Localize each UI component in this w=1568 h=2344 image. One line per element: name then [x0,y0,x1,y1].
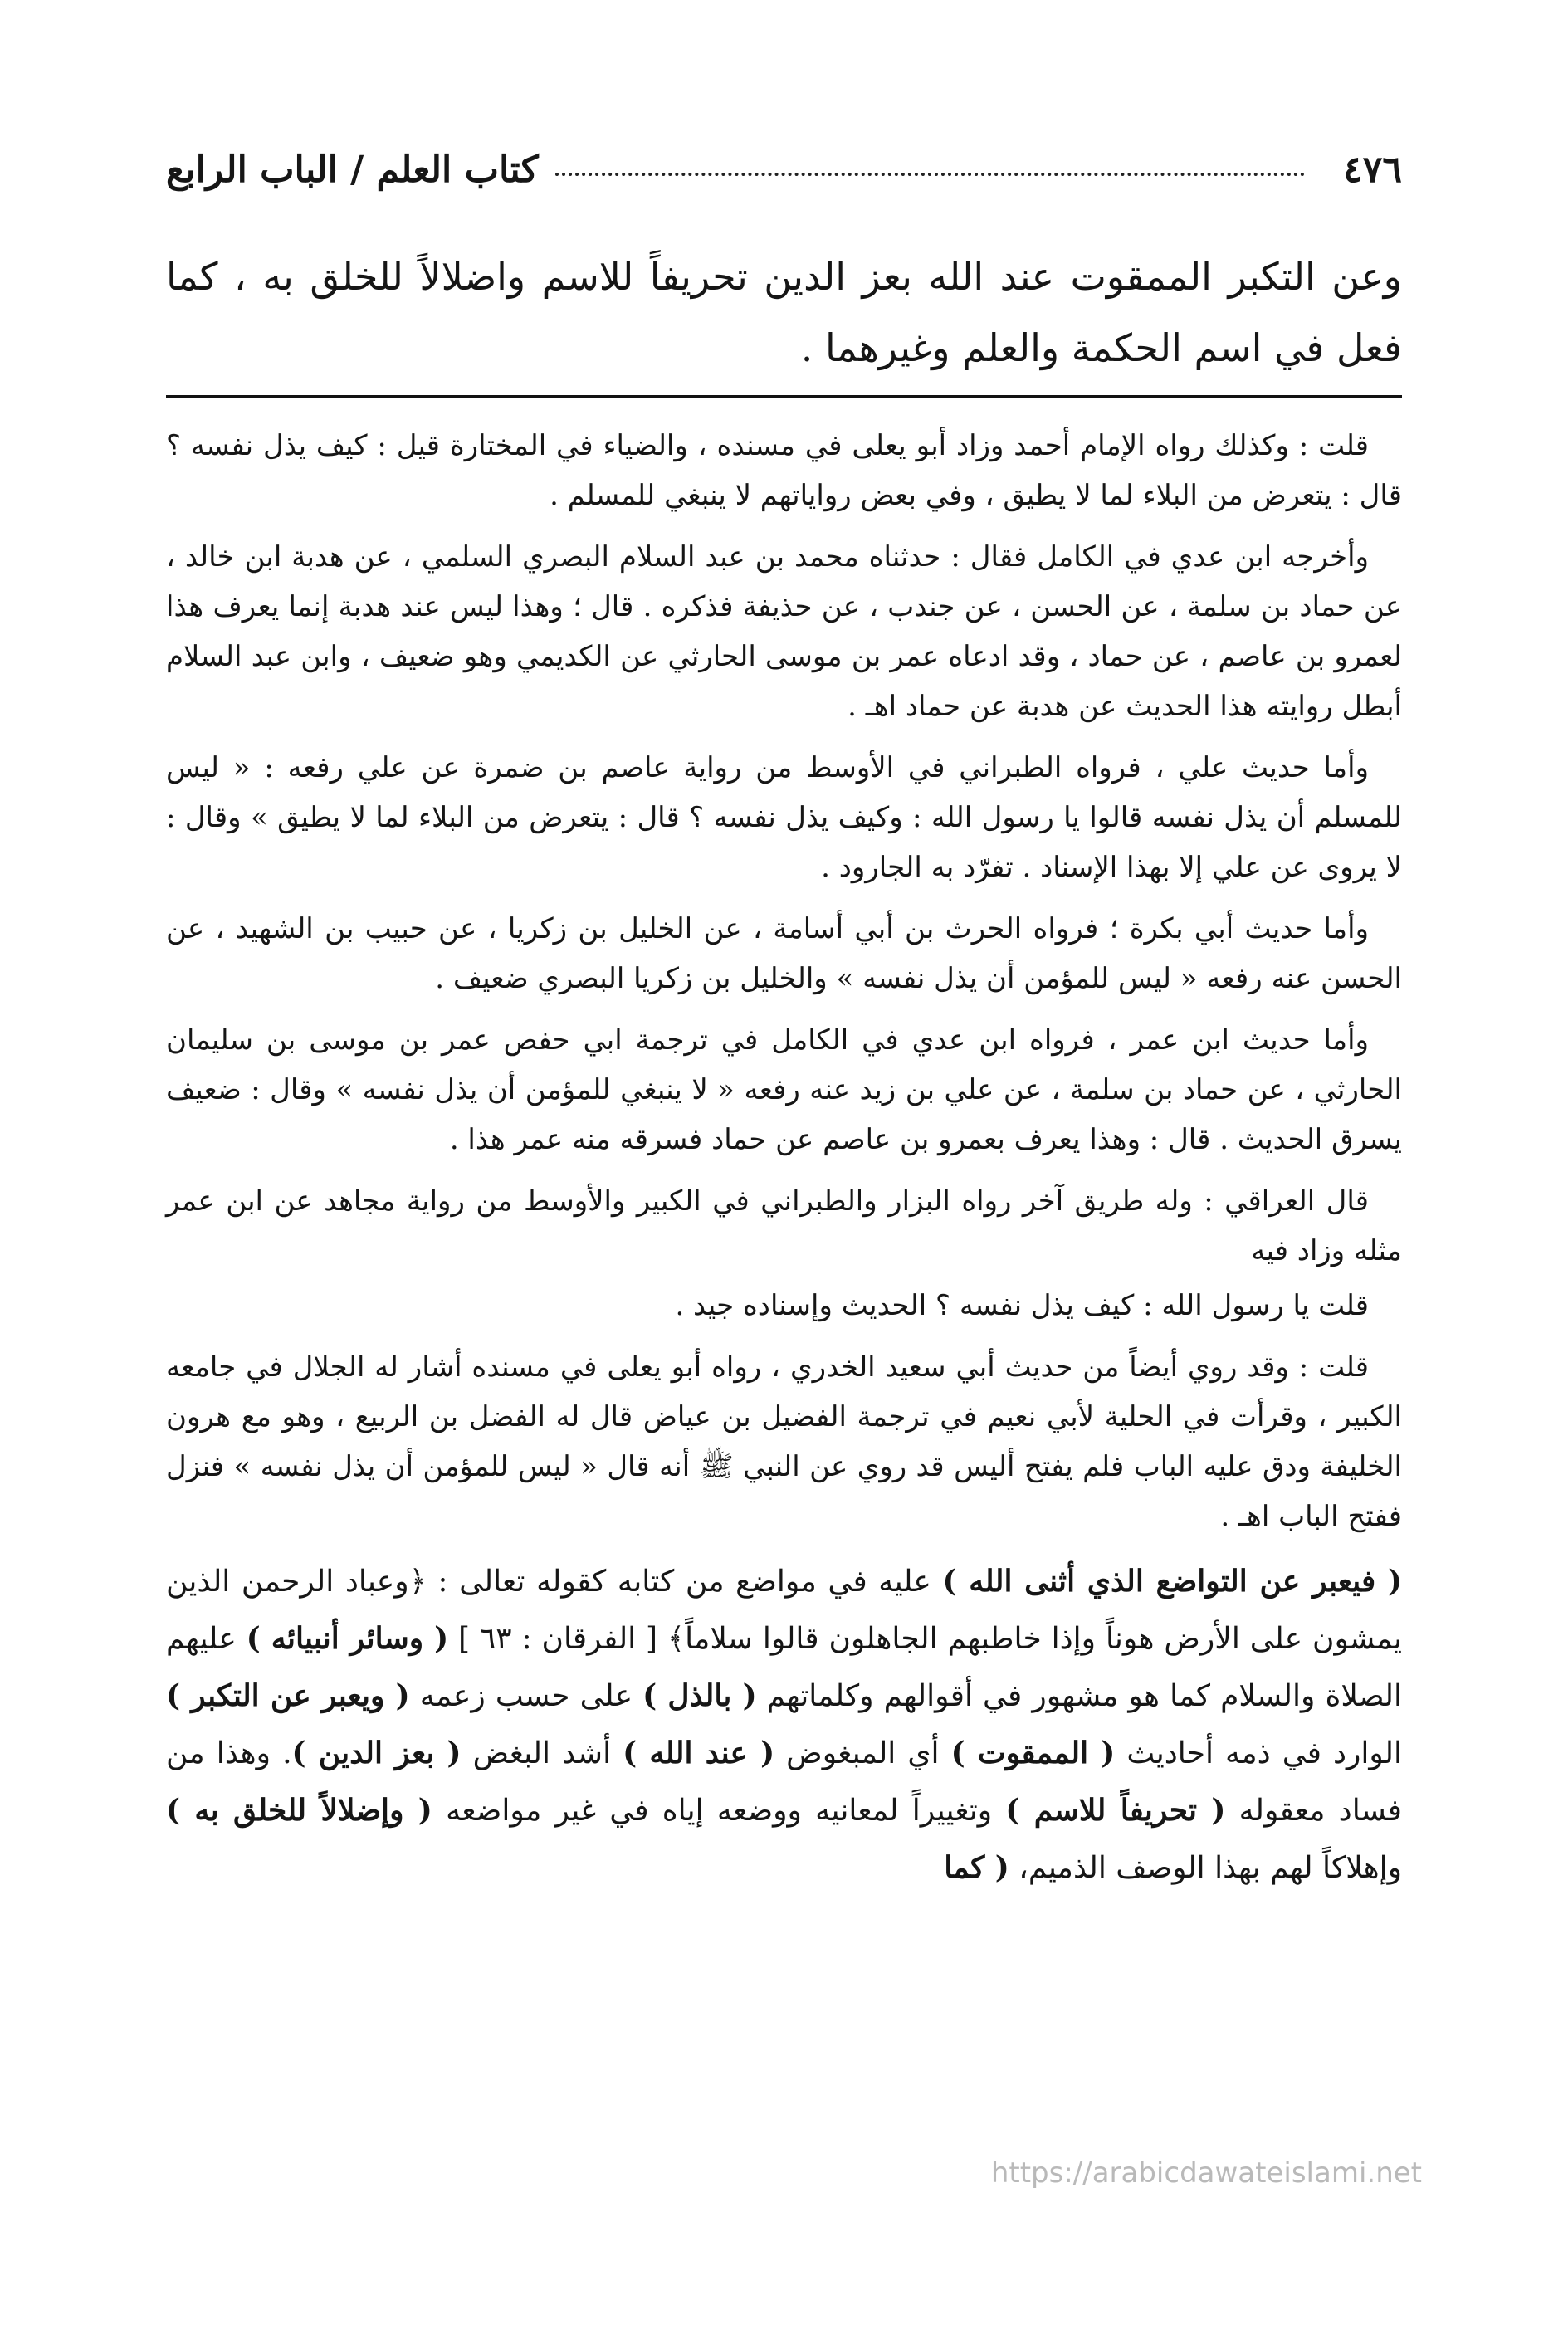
footnote-paragraph: قال العراقي : وله طريق آخر رواه البزار والطبراني في الكبير والأوسط من رواية مجاهد عن ابن عمر مثله وزاد فيه [166,1184,1402,1267]
footnote-separator [166,395,1402,398]
commentary-keyword: ( تحريفاً للاسم ) [1005,1793,1226,1828]
commentary-keyword: ( بالذل ) [642,1678,757,1713]
footnote-paragraph: قلت : وقد روي أيضاً من حديث أبي سعيد الخدري ، رواه أبو يعلى في مسنده أشار له الجلال في جامعه الكبير ، وقرأت في الحلية لأبي نعيم في ترجمة الفضيل بن عياض قال له الفضل بن الربيع ، وهو مع هرون الخليفة ودق عليه الباب فلم يفتح أليس قد روي عن النبي ﷺ أنه قال « ليس للمؤمن أن يذل نفسه » فنزل ففتح الباب اهـ . [166,1350,1402,1533]
commentary-text: وتغييراً لمعانيه ووضعه إياه في غير مواضعه [432,1794,1006,1828]
page-header [166,139,1402,199]
main-text-intro: وعن التكبر الممقوت عند الله بعز الدين تحريفاً للاسم واضلالاً للخلق به ، كما فعل في اسم الحكمة والعلم وغيرهما . [166,254,1402,370]
commentary-keyword: ( الممقوت ) [950,1736,1116,1770]
commentary-keyword: ( وسائر أنبيائه ) [246,1621,449,1656]
commentary-keyword: ( بعز الدين ) [291,1736,462,1770]
commentary-text: عليه في مواضع من كتابه كقوله تعالى : ﴿وعباد الرحمن الذين يمشون على الأرض هوناً وإذا خاطبهم الجاهلون قالوا سلاماً﴾ [ الفرقان : ٦٣ ] [166,1565,1402,1656]
commentary-text: أشد البغض [461,1736,623,1770]
footnote-paragraph: وأخرجه ابن عدي في الكامل فقال : حدثناه محمد بن عبد السلام البصري السلمي ، عن هدبة ابن خالد ، عن حماد بن سلمة ، عن الحسن ، عن جندب ، عن حذيفة فذكره . قال ؛ وهذا ليس عند هدبة إنما يعرف هذا لعمرو بن عاصم ، عن حماد ، وقد ادعاه عمر بن موسى الحارثي عن الكديمي وهو ضعيف ، وابن عبد السلام أبطل روايته هذا الحديث عن هدبة عن حماد اهـ . [166,540,1402,723]
footnote-paragraph: وأما حديث علي ، فرواه الطبراني في الأوسط من رواية عاصم بن ضمرة عن علي رفعه : « ليس للمسلم أن يذل نفسه قالوا يا رسول الله : وكيف يذل نفسه ؟ قال : يتعرض من البلاء لما لا يطيق » وقال : لا يروى عن علي إلا بهذا الإسناد . تفرّد به الجارود . [166,751,1402,884]
commentary-keyword: ( عند الله ) [623,1736,775,1770]
footnote-paragraph: قلت : وكذلك رواه الإمام أحمد وزاد أبو يعلى في مسنده ، والضياء في المختارة قيل : كيف يذل نفسه ؟ قال : يتعرض من البلاء لما لا يطيق ، وفي بعض رواياتهم لا ينبغي للمسلم . [166,429,1402,512]
commentary-text: . وهذا من فساد معقوله [166,1736,1402,1828]
watermark-url: https://arabicdawateislami.net [990,2156,1422,2190]
commentary-text: الوارد في ذمه أحاديث [1115,1736,1402,1770]
commentary-text: وإهلاكاً لهم بهذا الوصف الذميم، [1009,1851,1402,1885]
footnotes [166,421,1402,1541]
commentary-keyword: ( ويعبر عن التكبر ) [166,1678,410,1713]
commentary-text: أي المبغوض [774,1736,951,1770]
commentary-text: على حسب زعمه [409,1679,643,1713]
commentary-keyword: ( كما [944,1850,1009,1885]
footnote-paragraph: وأما حديث ابن عمر ، فرواه ابن عدي في الكامل في ترجمة ابي حفص عمر بن موسى بن سليمان الحارثي ، عن حماد بن سلمة ، عن علي بن زيد عنه رفعه « لا ينبغي للمؤمن أن يذل نفسه » وقال : ضعيف يسرق الحديث . قال : وهذا يعرف بعمرو بن عاصم عن حماد فسرقه منه عمر هذا . [166,1023,1402,1156]
footnote-paragraph: قلت يا رسول الله : كيف يذل نفسه ؟ الحديث وإسناده جيد . [675,1289,1369,1322]
running-title: كتاب العلم / الباب الرابع [166,148,539,191]
commentary-keyword: ( وإضلالاً للخلق به ) [166,1793,432,1828]
header-dot-leader [555,173,1305,176]
commentary-keyword: ( فيعبر عن التواضع الذي أثنى الله ) [942,1564,1403,1599]
commentary-paragraph [166,1553,1402,1897]
commentary-text: عليهم الصلاة والسلام كما هو مشهور في أقوالهم وكلماتهم [166,1622,1403,1713]
footnote-paragraph: وأما حديث أبي بكرة ؛ فرواه الحرث بن أبي أسامة ، عن الخليل بن زكريا ، عن حبيب بن الشهيد ، عن الحسن عنه رفعه « ليس للمؤمن أن يذل نفسه » والخليل بن زكريا البصري ضعيف . [166,912,1402,995]
page-number: ٤٧٦ [1343,148,1402,191]
page-body [166,241,1402,1897]
